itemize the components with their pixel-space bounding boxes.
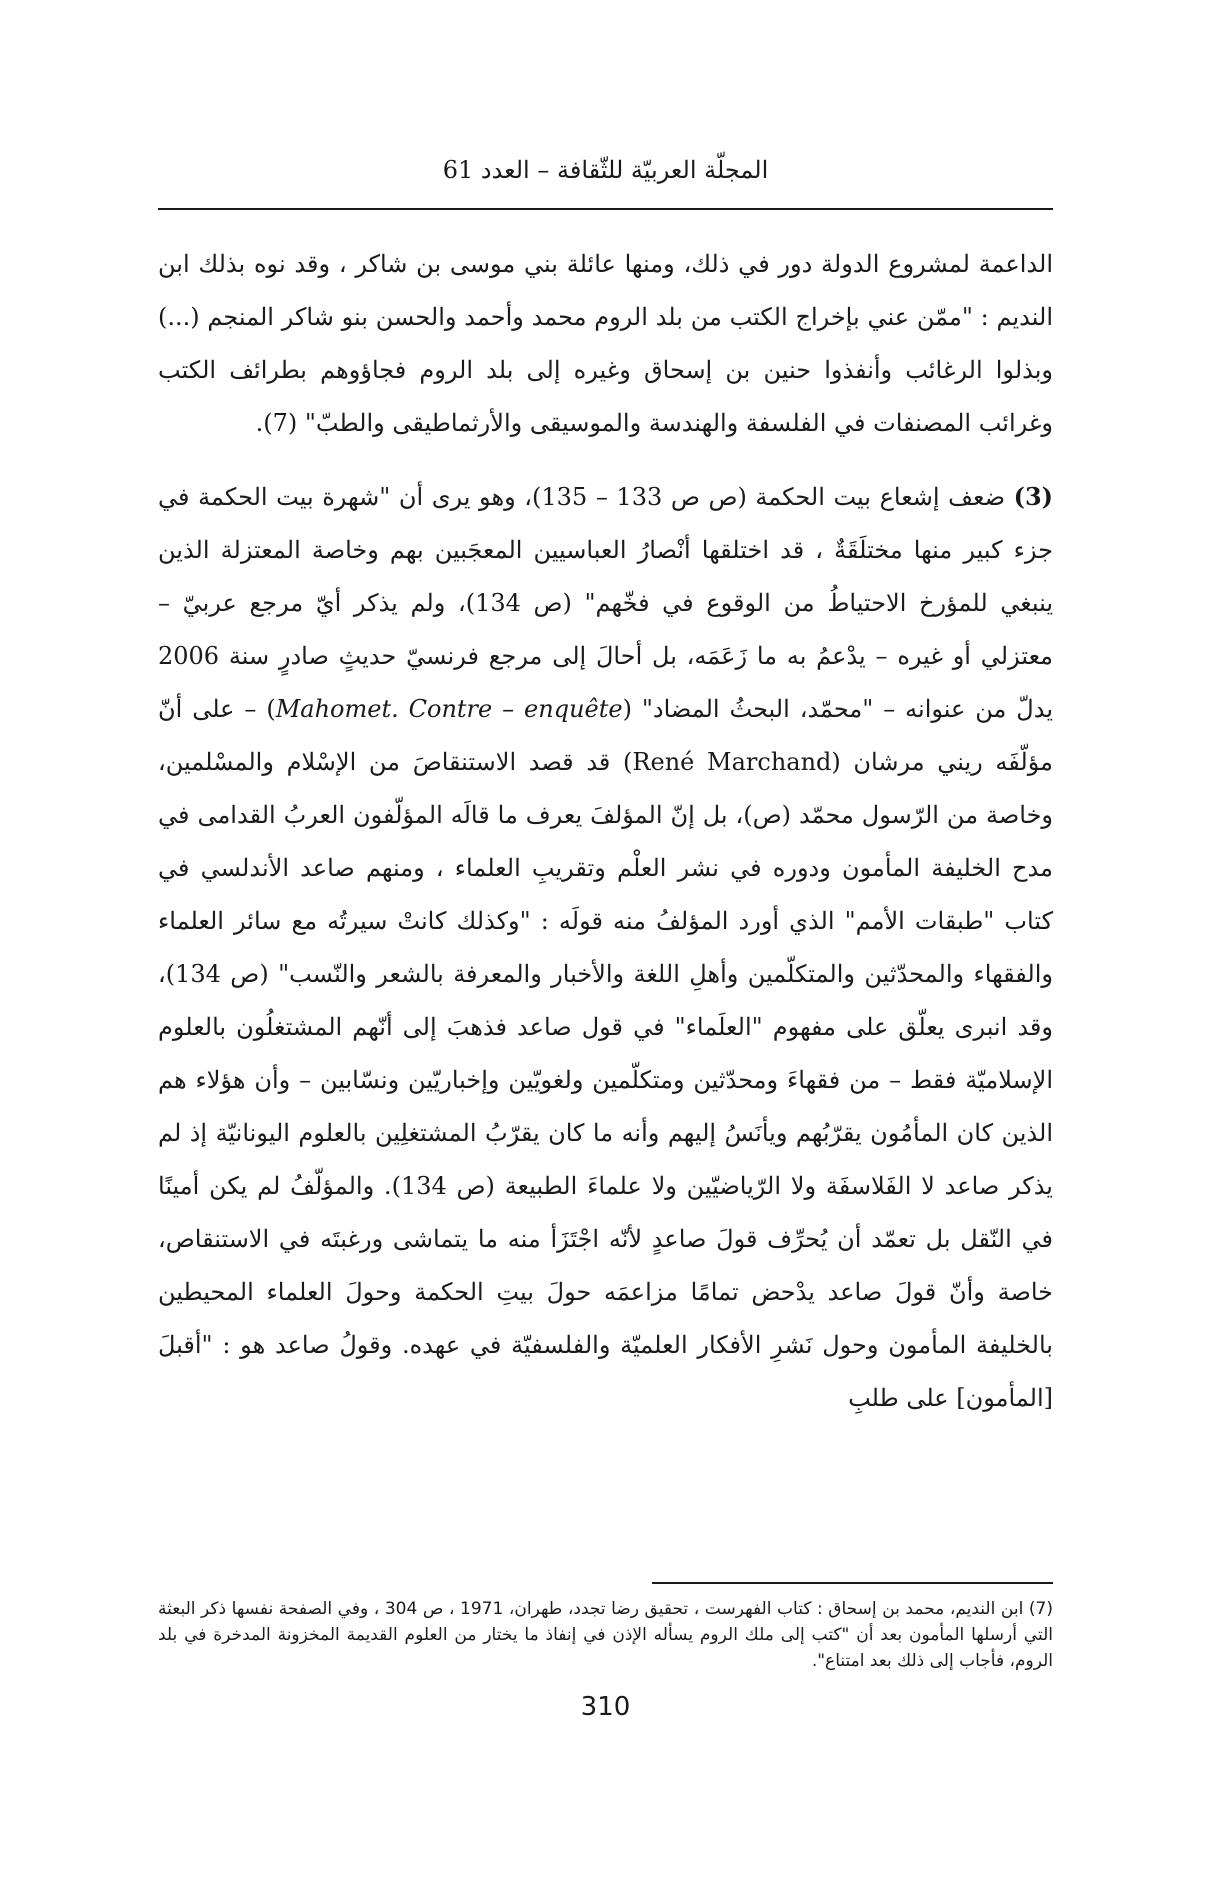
running-header: [158, 152, 1053, 188]
running-title: المجلّة العربيّة للثّقافة – العدد 61: [442, 156, 769, 184]
paragraph-2-part-3: ) قد قصد الاستنقاصَ من الإسْلام والمسْلمين، وخاصة من الرّسول محمّد (ص)، بل إنّ المؤلفَ يعرف ما قالَه المؤلّفون العربُ القدامى في مدح الخليفة المأمون ودوره في نشر العلْم وتقريبِ العلماء ، ومنهم صاعد الأندلسي في كتاب "طبقات الأمم" الذي أورد المؤلفُ منه قولَه : "وكذلك كانتْ سيرتُه مع سائر العلماء والفقهاء والمحدّثين والمتكلّمين وأهلِ اللغة والأخبار والمعرفة بالشعر والنّسب" (ص 134)، وقد انبرى يعلّق على مفهوم "العلَماء" في قول صاعد فذهبَ إلى أنّهم المشتغلُون بالعلوم الإسلاميّة فقط – من فقهاءَ ومحدّثين ومتكلّمين ولغويّين وإخباريّين ونسّابين – وأن هؤلاء هم الذين كان المأمُون يقرّبُهم ويأنَسُ إليهم وأنه ما كان يقرّبُ المشتغلِين بالعلوم اليونانيّة إذ لم يذكر صاعد لا الفَلاسفَة ولا الرّياضيّين ولا علماءَ الطبيعة (ص 134). والمؤلّفُ لم يكن أمينًا في النّقل بل تعمّد أن يُحرِّف قولَ صاعدٍ لأنّه اجْتَزَأ منه ما يتماشى ورغبتَه في الاستنقاص، خاصة وأنّ قولَ صاعد يدْحض تمامًا مزاعمَه حولَ بيتِ الحكمة وحولَ العلماء المحيطين بالخليفة المأمون وحول نَشرِ الأفكار العلميّة والفلسفيّة في عهده. وقولُ صاعد هو : "أقبلَ [المأمون] على طلبِ: [158, 748, 1053, 1412]
header-divider: [158, 208, 1053, 210]
paragraph-2-part-1: ضعف إشعاع بيت الحكمة (ص ص 133 – 135)، وهو يرى أن "شهرة بيت الحكمة في جزء كبير منها مختلَقَةٌ ، قد اختلقها أنْصارُ العباسيين المعجَبين بهم وخاصة المعتزلة الذين ينبغي للمؤرخ الاحتياطُ من الوقوع في فخّهم" (ص 134)، ولم يذكر أيّ مرجع عربيّ – معتزلي أو غيره – يدْعمُ به ما زَعَمَه، بل أحالَ إلى مرجع فرنسيّ حديثٍ صادرٍ سنة 2006 يدلّ من عنوانه – "محمّد، البحثُ المضاد" (: [158, 483, 1054, 723]
paragraph-number: (3): [1013, 482, 1053, 511]
footnote-text: (7) ابن النديم، محمد بن إسحاق : كتاب الفهرست ، تحقيق رضا تجدد، طهران، 1971 ، ص 304 ، وفي الصفحة نفسها ذكر البعثة التي أرسلها المأمون بعد أن "كتب إلى ملك الروم يسأله الإذن في إنفاذ ما يختار من العلوم القديمة المخزونة المدخرة في بلد الروم، فأجاب إلى ذلك بعد امتناع".: [158, 1599, 1053, 1671]
main-text: [158, 238, 1053, 1425]
latin-book-title: Mahomet. Contre – enquête: [275, 695, 623, 723]
paragraph-2: [158, 470, 1053, 1425]
latin-author-name: René Marchand: [632, 748, 832, 776]
page-number: [158, 1690, 1053, 1724]
footnote: [158, 1596, 1053, 1674]
footnote-divider: [652, 1582, 1053, 1584]
page-number-value: 310: [580, 1692, 631, 1722]
paragraph-1: الداعمة لمشروع الدولة دور في ذلك، ومنها عائلة بني موسى بن شاكر ، وقد نوه بذلك ابن النديم : "ممّن عني بإخراج الكتب من بلد الروم محمد وأحمد والحسن بنو شاكر المنجم (...) وبذلوا الرغائب وأنفذوا حنين بن إسحاق وغيره إلى بلد الروم فجاؤوهم بطرائف الكتب وغرائب المصنفات في الفلسفة والهندسة والموسيقى والأرثماطيقى والطبّ" (7).: [158, 250, 1053, 437]
paragraph-2-part-2: ) – على أنّ مؤلّفَه ريني مرشان (: [158, 695, 1053, 776]
